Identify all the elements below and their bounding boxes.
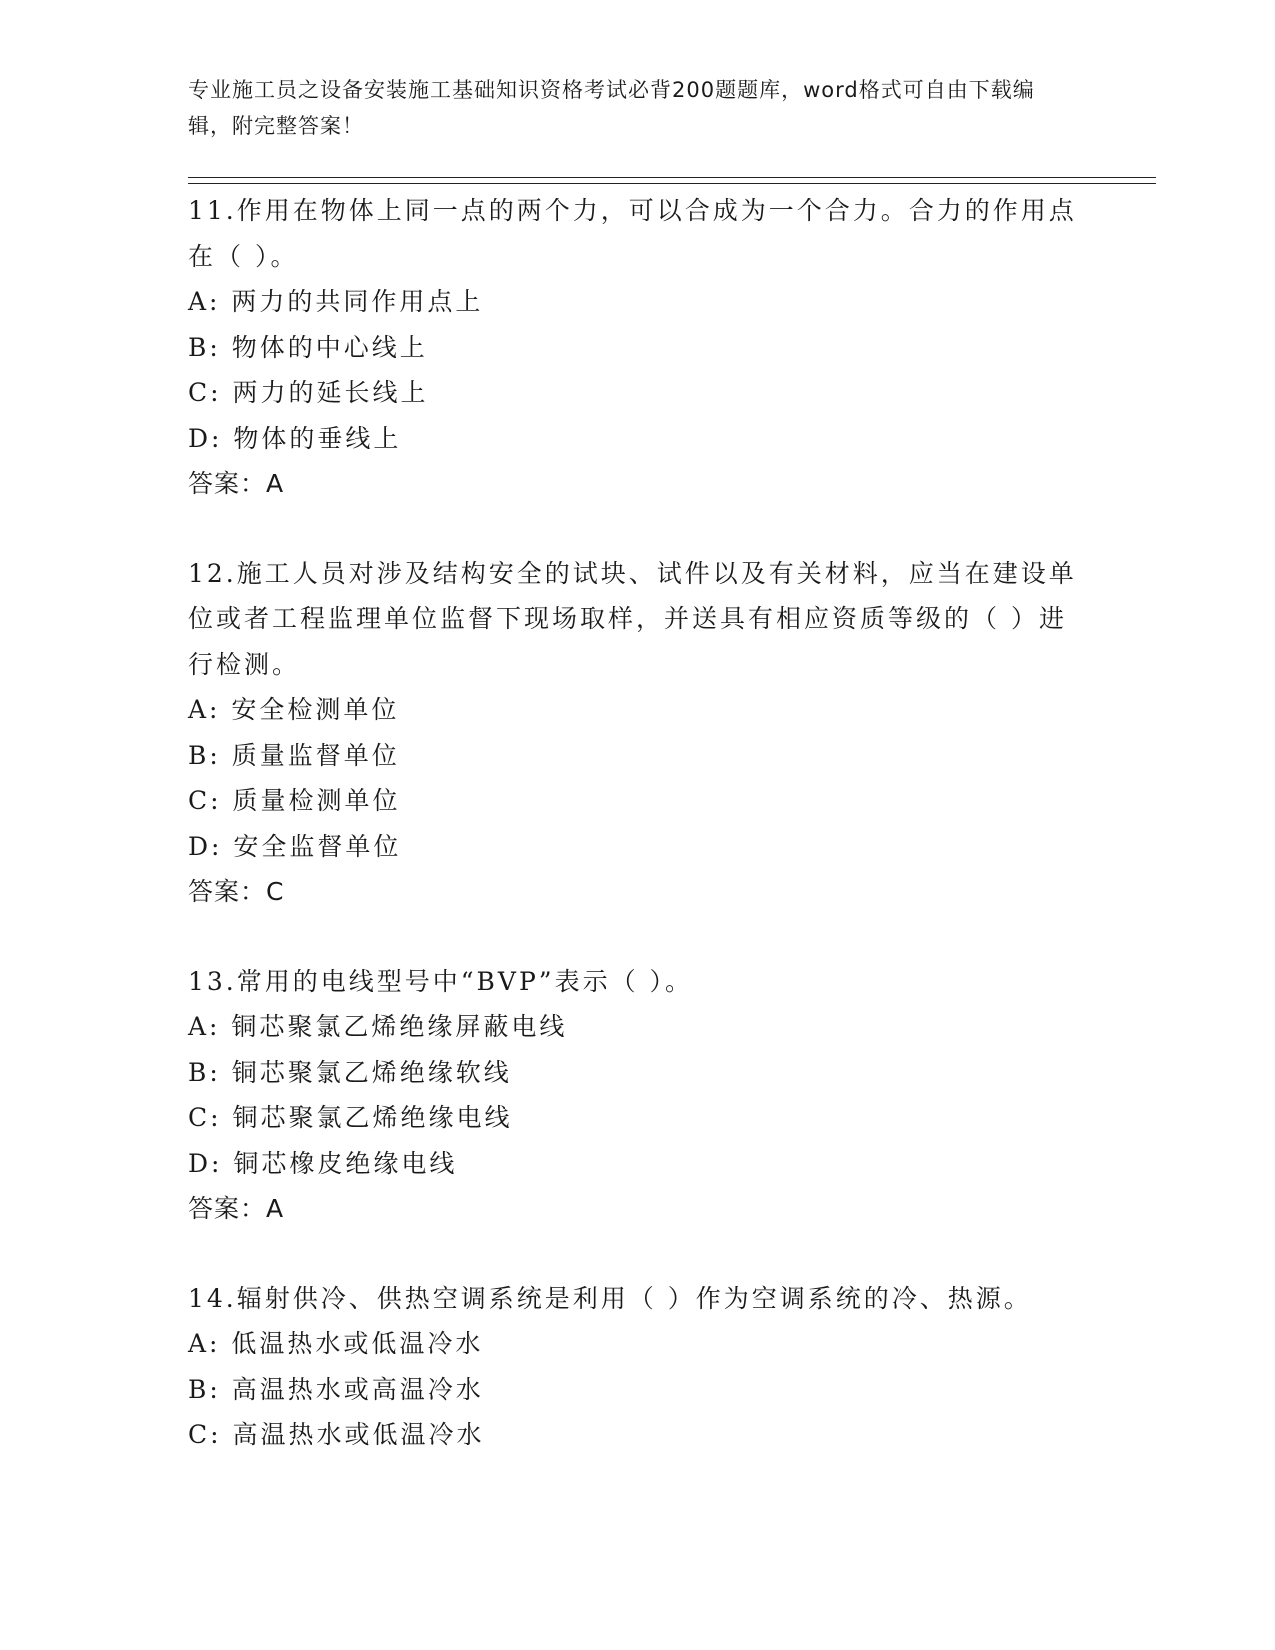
header-divider bbox=[188, 177, 1156, 178]
option-c: C: 铜芯聚氯乙烯绝缘电线 bbox=[188, 1103, 513, 1132]
option-a: A: 安全检测单位 bbox=[188, 695, 400, 724]
question-stem: 12.施工人员对涉及结构安全的试块、试件以及有关材料，应当在建设单位或者工程监理单位监督下现场取样，并送具有相应资质等级的（ ）进行检测。 bbox=[188, 558, 1077, 679]
answer-text: 答案：C bbox=[188, 877, 285, 906]
option-d: D: 安全监督单位 bbox=[188, 831, 402, 861]
question-stem: 11.作用在物体上同一点的两个力，可以合成为一个合力。合力的作用点在（ ）。 bbox=[188, 196, 1077, 271]
option-d: D: 铜芯橡皮绝缘电线 bbox=[188, 1148, 458, 1178]
question-stem: 14.辐射供冷、供热空调系统是利用（ ）作为空调系统的冷、热源。 bbox=[188, 1283, 1032, 1313]
question-item bbox=[188, 959, 1088, 1232]
answer-text: 答案：A bbox=[188, 1194, 285, 1223]
question-item bbox=[188, 188, 1088, 507]
question-stem: 13.常用的电线型号中“BVP”表示（ ）。 bbox=[188, 966, 694, 996]
option-a: A: 低温热水或低温冷水 bbox=[188, 1329, 484, 1358]
question-item bbox=[188, 551, 1088, 915]
option-a: A: 两力的共同作用点上 bbox=[188, 287, 484, 316]
option-b: B: 质量监督单位 bbox=[188, 740, 400, 770]
option-c: C: 两力的延长线上 bbox=[188, 378, 429, 407]
option-c: C: 质量检测单位 bbox=[188, 786, 401, 815]
option-a: A: 铜芯聚氯乙烯绝缘屏蔽电线 bbox=[188, 1012, 568, 1041]
header-divider-secondary bbox=[188, 183, 1156, 184]
option-b: B: 物体的中心线上 bbox=[188, 332, 428, 362]
answer-text: 答案：A bbox=[188, 469, 285, 498]
document-header: 专业施工员之设备安装施工基础知识资格考试必背200题题库，word格式可自由下载编辑，附完整答案！ bbox=[188, 78, 1035, 138]
question-list bbox=[188, 188, 1088, 1502]
option-c: C: 高温热水或低温冷水 bbox=[188, 1420, 485, 1449]
question-item bbox=[188, 1276, 1088, 1458]
option-b: B: 高温热水或高温冷水 bbox=[188, 1374, 484, 1404]
option-b: B: 铜芯聚氯乙烯绝缘软线 bbox=[188, 1057, 512, 1087]
option-d: D: 物体的垂线上 bbox=[188, 423, 402, 453]
